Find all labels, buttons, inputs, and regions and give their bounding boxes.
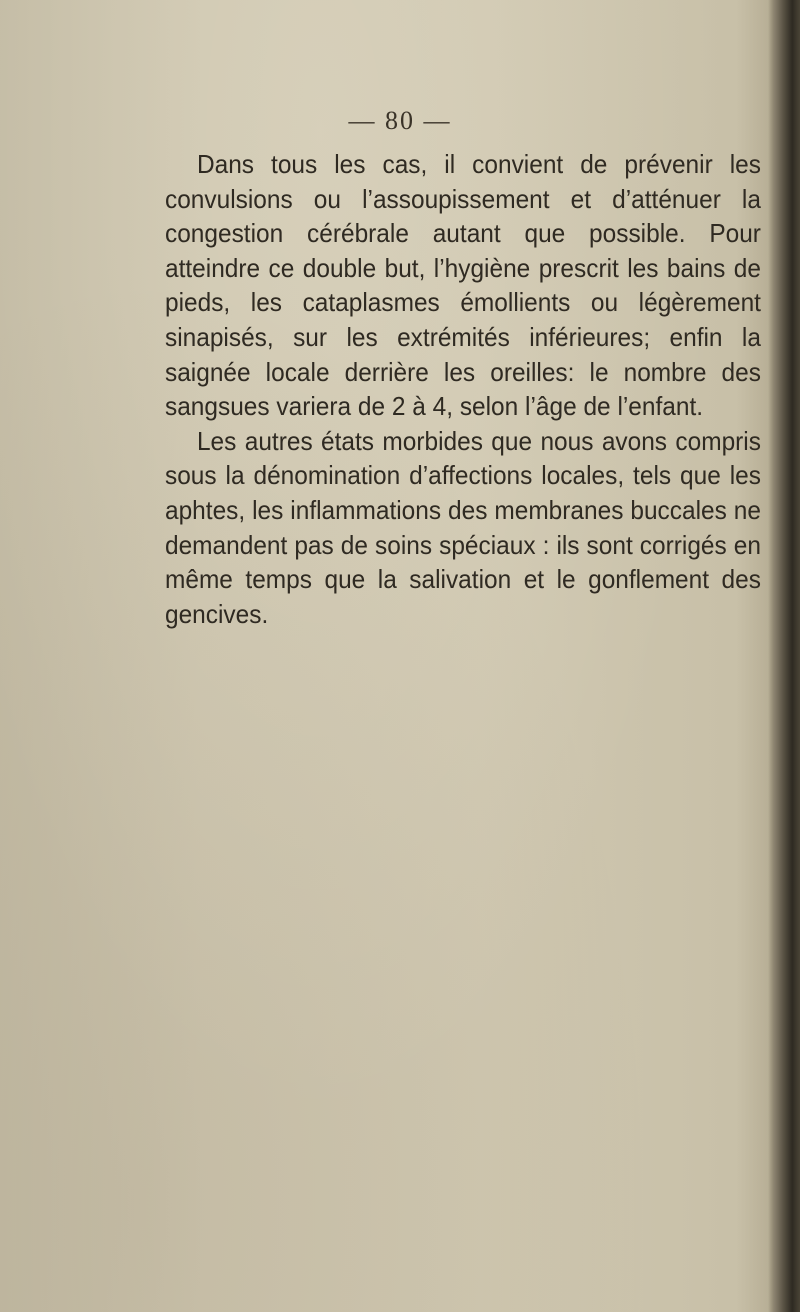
page-number: — 80 — xyxy=(348,106,452,135)
paragraph-1: Dans tous les cas, il convient de prévenir les convulsions ou l’assoupissement et d’atténuer la congestion cérébrale autant que possible. Pour atteindre ce double but, l’hygiène prescrit les bains de pieds, les cataplasmes émollients ou légèrement sinapisés, sur les extrémités inférieures; enfin la saignée locale derrière les oreilles: le nombre des sangsues variera de 2 à 4, selon l’âge de l’enfant. xyxy=(165,149,761,422)
book-spine xyxy=(774,0,800,1312)
body-text xyxy=(165,147,761,631)
paragraph-2: Les autres états morbides que nous avons compris sous la dénomination d’affections locales, tels que les aphtes, les inflammations des membranes buccales ne demandent pas de soins spéciaux : ils sont corrigés en même temps que la salivation et le gonflement des gencives. xyxy=(165,425,761,629)
